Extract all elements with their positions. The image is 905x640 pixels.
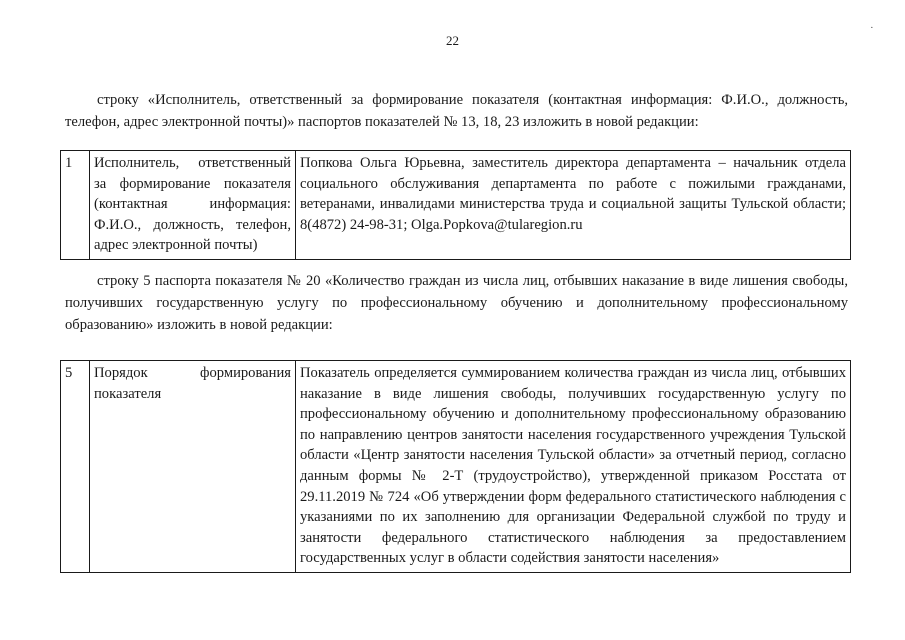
row-value-cell: Попкова Ольга Юрьевна, заместитель директора департамента – начальник отдела социального обслуживания департамента по работе с пожилыми гражданами, ветеранами, инвалидами министерства труда и социальной защиты Тульской области; 8(4872) 24-98-31; Olga.Popkova@tularegion.ru: [296, 151, 851, 260]
corner-mark: ·: [870, 22, 874, 34]
paragraph-intro-1: [65, 89, 848, 133]
table-executor: [60, 150, 851, 260]
row-number-cell: 1: [61, 151, 90, 260]
row-value-cell: Показатель определяется суммированием количества граждан из числа лиц, отбывших наказание в виде лишения свободы, получивших государственную услугу по профессиональному обучению и дополнительному профессиональному образованию по направлению центров занятости населения государственного учреждения Тульской области «Центр занятости населения Тульской области» за отчетный период, согласно данным формы № 2-Т (трудоустройство), утвержденной приказом Росстата от 29.11.2019 № 724 «Об утверждении форм федерального статистического наблюдения с указаниями по их заполнению для организации Федеральной службой по труду и занятости федерального статистического наблюдения за предоставлением государственных услуг в области содействия занятости населения»: [296, 361, 851, 573]
paragraph-text-2: строку 5 паспорта показателя № 20 «Количество граждан из числа лиц, отбывших наказание в виде лишения свободы, получивших государственную услугу по профессиональному обучению и дополнительному профессиональному образованию» изложить в новой редакции:: [65, 273, 848, 333]
row-name-line: показателя: [94, 385, 162, 402]
table-row: [61, 361, 851, 573]
row-name-line: [94, 363, 291, 384]
table-row: [61, 151, 851, 260]
row-name-word: формирования: [200, 365, 291, 381]
row-number-cell: 5: [61, 361, 90, 573]
paragraph-intro-2: [65, 270, 848, 336]
row-name-cell: Исполнитель, ответственный за формирование показателя (контактная информация: Ф.И.О., должность, телефон, адрес электронной почты): [90, 151, 296, 260]
row-name-word: Порядок: [94, 365, 148, 381]
paragraph-text-1: строку «Исполнитель, ответственный за формирование показателя (контактная информация: Ф.И.О., должность, телефон, адрес электронной почты)» паспортов показателей № 13, 18, 23 изложить в новой редакции:: [65, 92, 848, 130]
table-procedure: [60, 360, 851, 573]
page-number: 22: [446, 33, 459, 48]
row-name-cell: [90, 361, 296, 573]
